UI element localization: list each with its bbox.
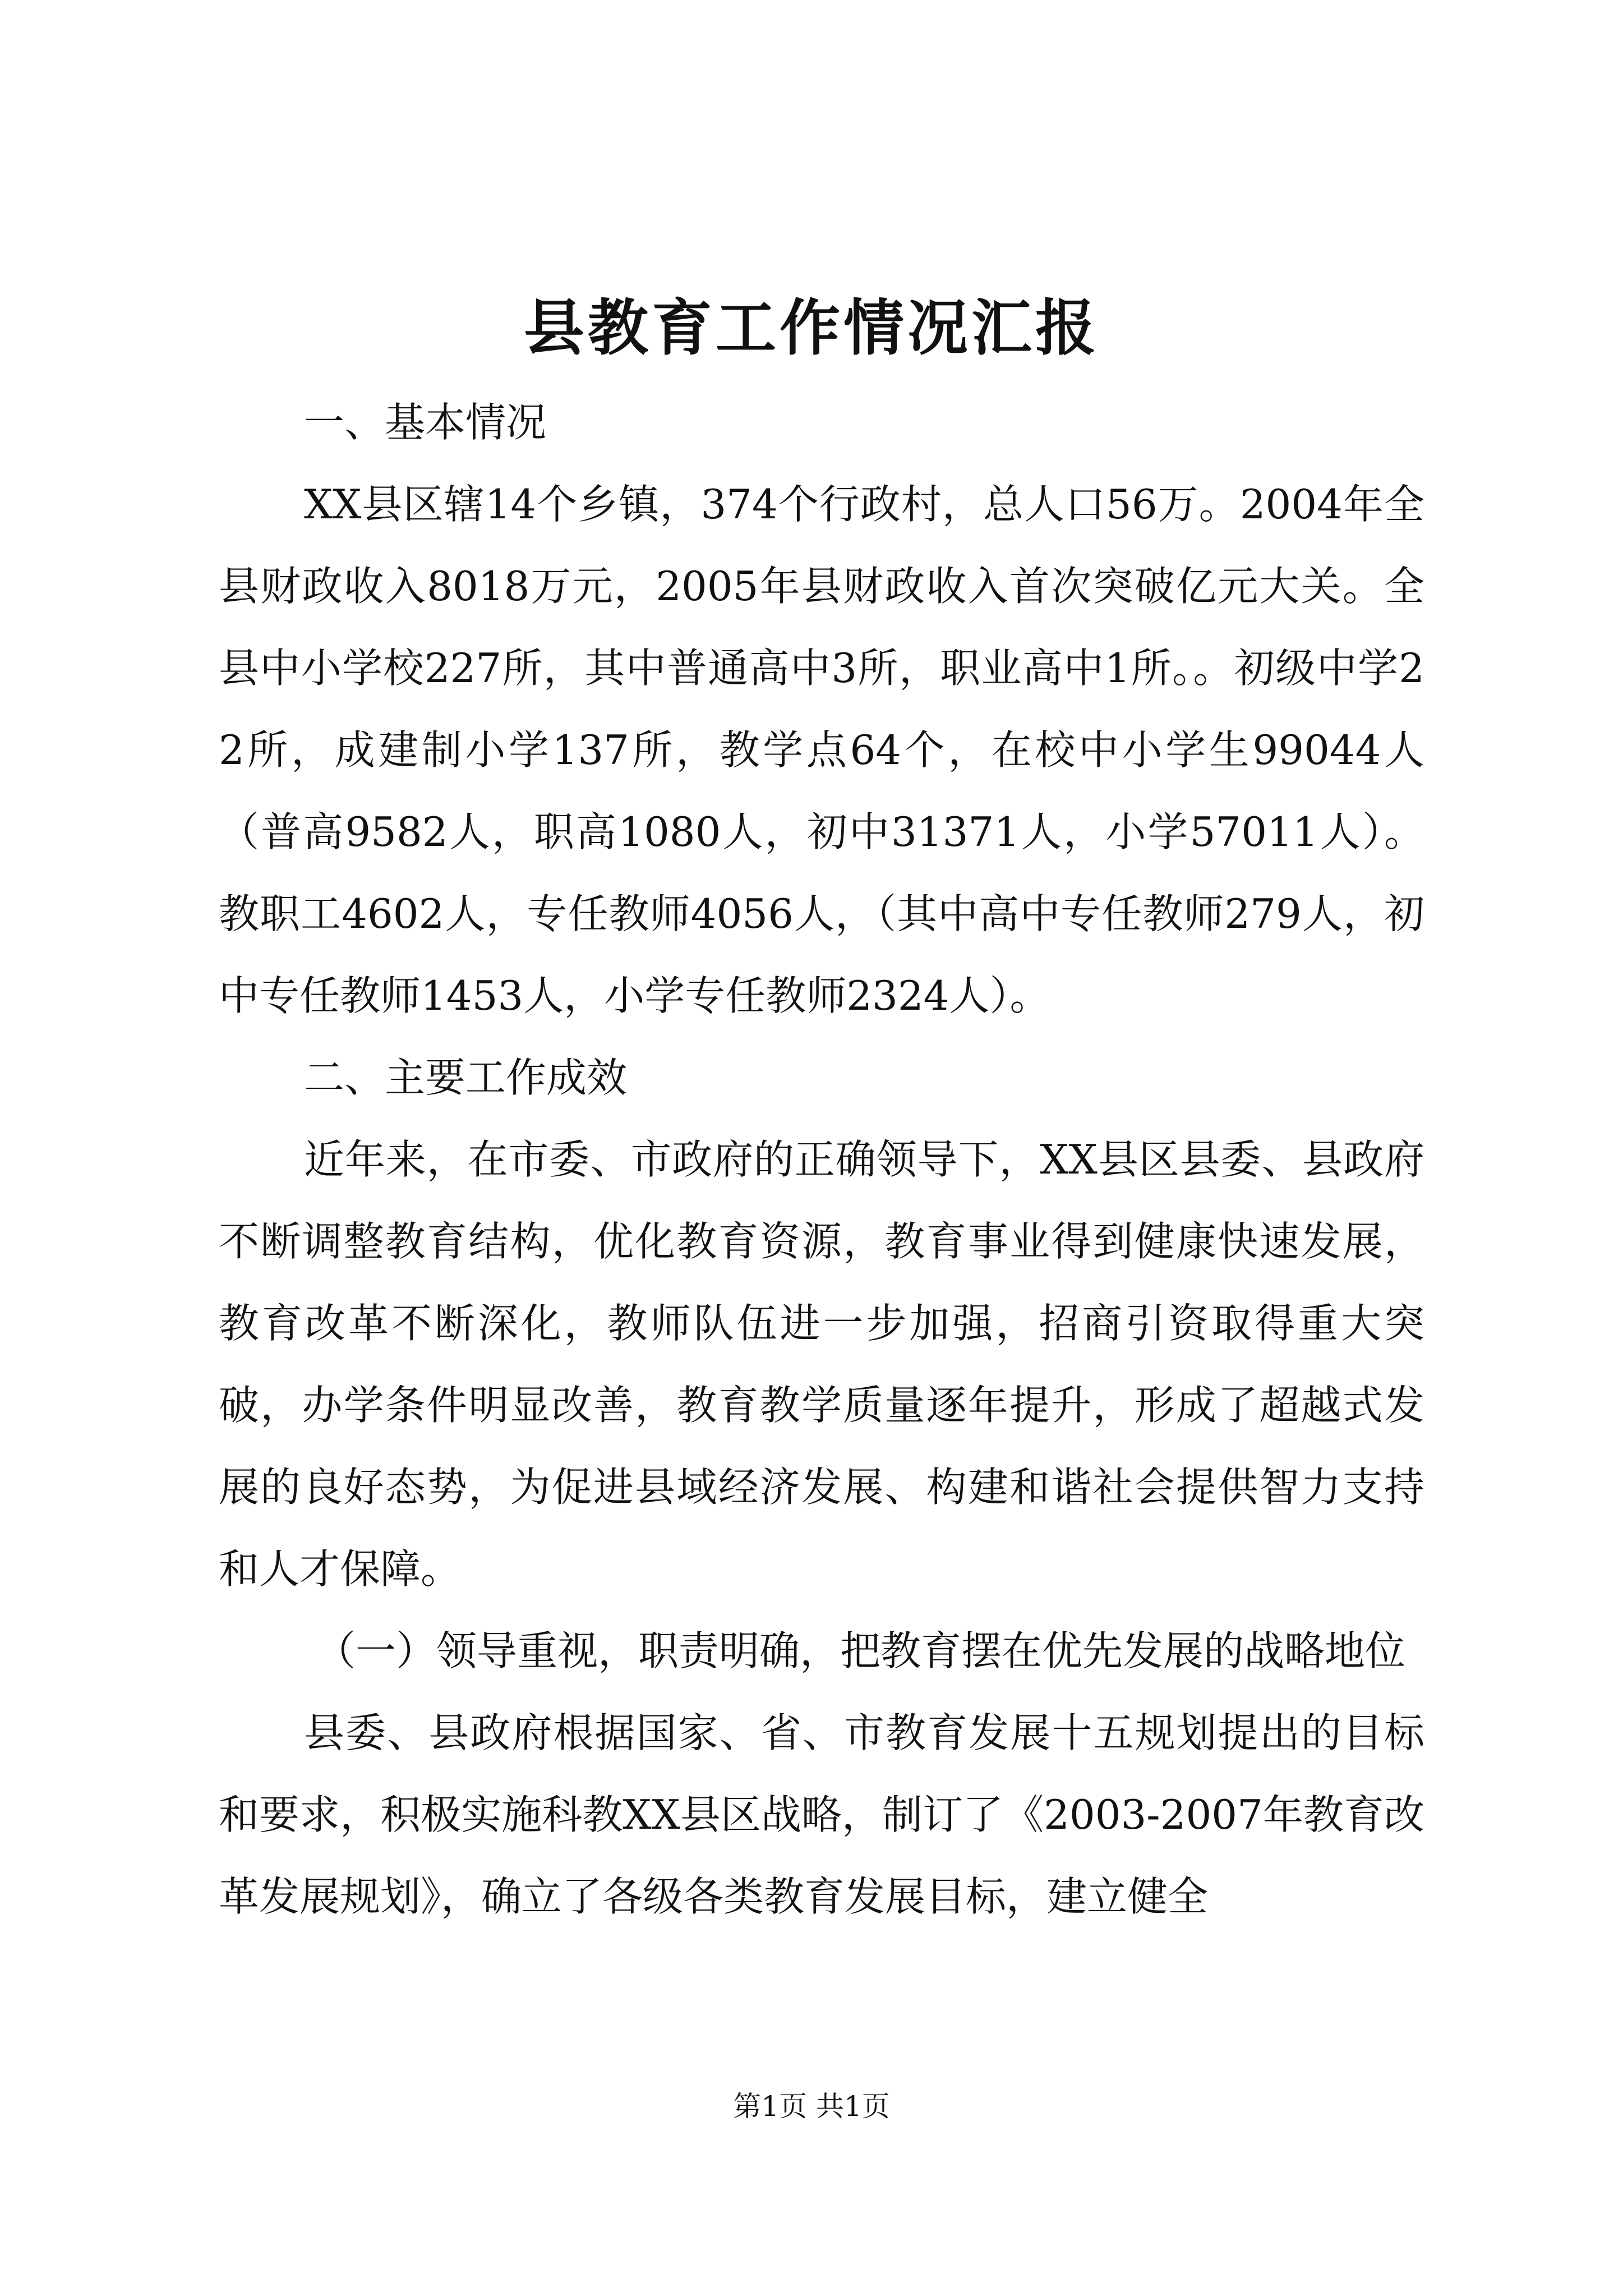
paragraph-achievements-overview: 近年来，在市委、市政府的正确领导下，XX县区县委、县政府不断调整教育结构，优化教育资源，教育事业得到健康快速发展，教育改革不断深化，教师队伍进一步加强，招商引资取得重大突破，办学条件明显改善，教育教学质量逐年提升，形成了超越式发展的良好态势，为促进县域经济发展、构建和谐社会提供智力支持和人才保障。	[219, 1136, 1424, 1593]
section-heading-main-achievements: 二、主要工作成效	[304, 1054, 628, 1101]
document-title: 县教育工作情况汇报	[523, 293, 1099, 364]
paragraph-basic-situation: XX县区辖14个乡镇，374个行政村，总人口56万。2004年全县财政收入8018万元，2005年县财政收入首次突破亿元大关。全县中小学校227所，其中普通高中3所，职业高中1所。。初级中学22所，成建制小学137所，教学点64个，在校中小学生99044人（普高9582人，职高1080人，初中31371人，小学57011人）。教职工4602人，专任教师4056人，（其中高中专任教师279人，初中专任教师1453人，小学专任教师2324人）。	[219, 481, 1424, 1019]
section-heading-basic-situation: 一、基本情况	[304, 399, 547, 446]
paragraph-leadership: 县委、县政府根据国家、省、市教育发展十五规划提出的目标和要求，积极实施科教XX县区战略，制订了《2003-2007年教育改革发展规划》，确立了各级各类教育发展目标，建立健全	[219, 1709, 1424, 1920]
page-footer: 第1页 共1页	[733, 2090, 890, 2123]
document-body	[219, 381, 1424, 1938]
subsection-heading-leadership: （一）领导重视，职责明确，把教育摆在优先发展的战略地位	[315, 1627, 1406, 1674]
